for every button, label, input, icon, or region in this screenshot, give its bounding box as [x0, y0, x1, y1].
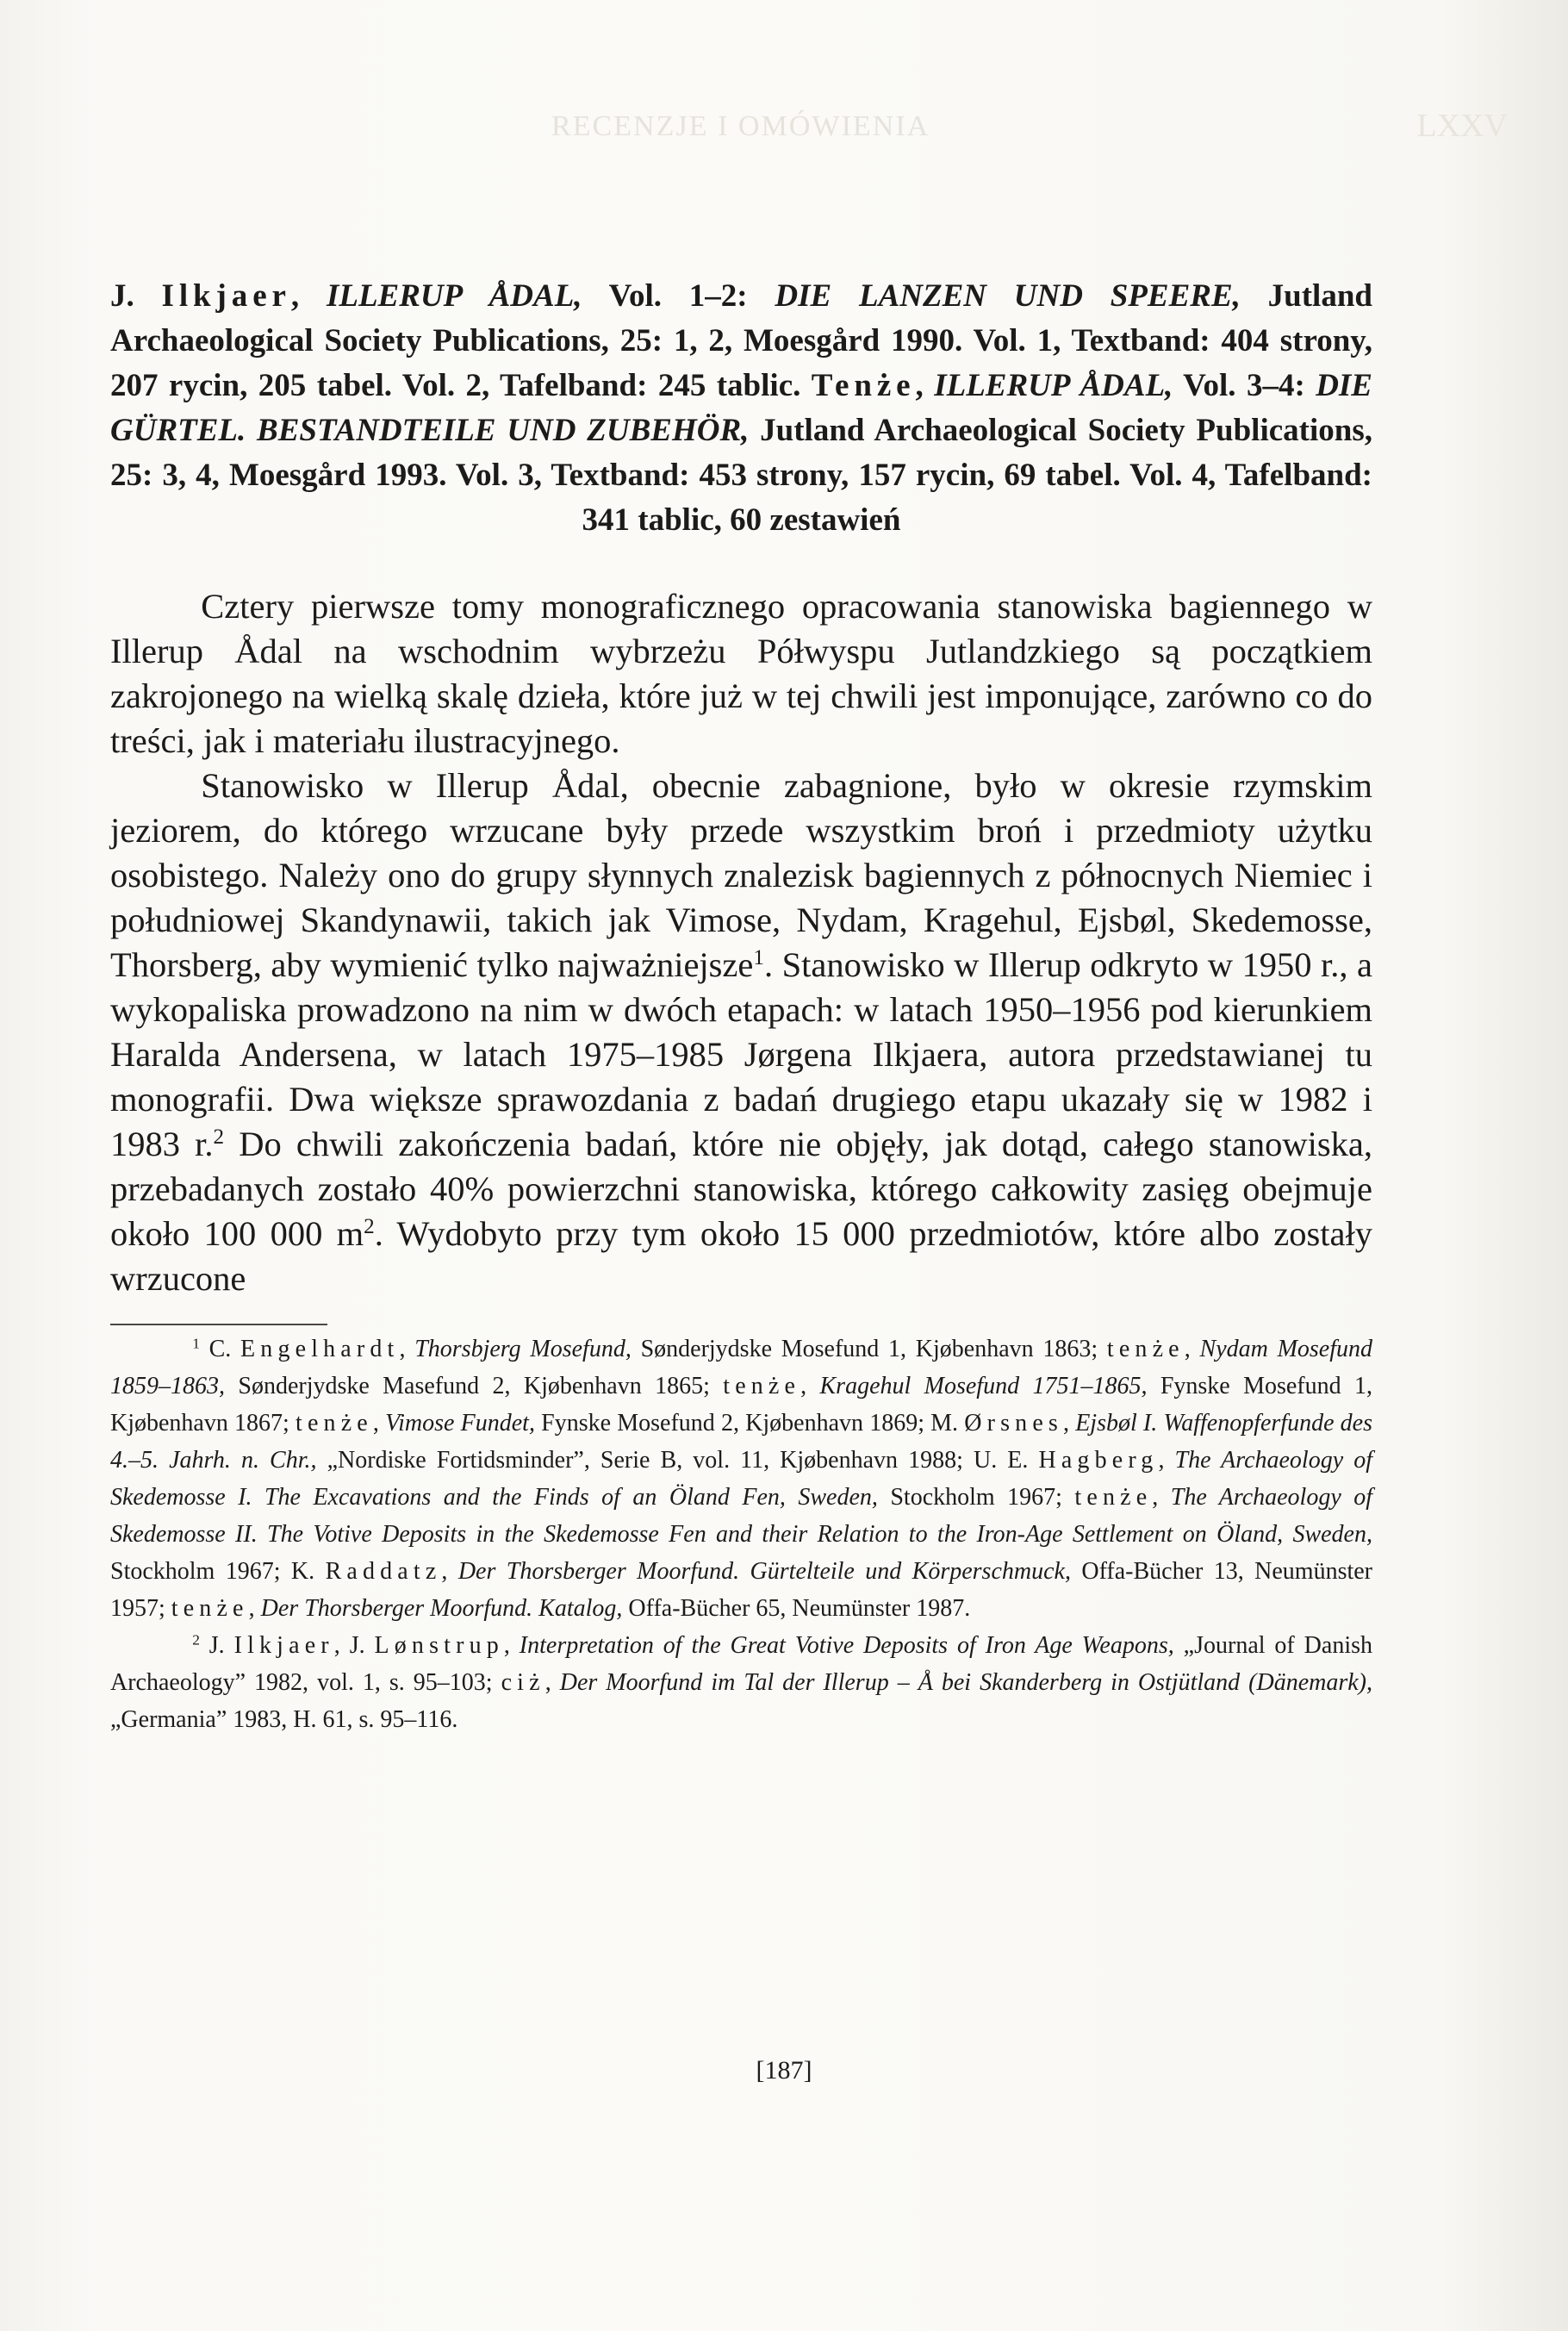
footnote-1: $^1$ C. Engelhardt, Thorsbjerg Mosefund, Sønderjydske Mosefund 1, Kjøbenhavn 1863; tenże, Nydam Mosefund 1859–1863, Sønderjydske Masefund 2, Kjøbenhavn 1865; tenże, Kragehul Mosefund 1751–1865, Fynske Mosefund 1, Kjøbenhavn 1867; tenże, Vimose Fundet, Fynske Mosefund 2, Kjøbenhavn 1869; M. Ørsnes, Ejsbøl I. Waffenopferfunde des 4.–5. Jahrh. n. Chr., „Nordiske Fortidsminder”, Serie B, vol. 11, Kjøbenhavn 1988; U. E. Hagberg, The Archaeology of Skedemosse I. The Excavations and the Finds of an Öland Fen, Sweden, Stockholm 1967; tenże, The Archaeology of Skedemosse II. The Votive Deposits in the Skedemosse Fen and their Relation to the Iron-Age Settlement on Öland, Sweden, Stockholm 1967; K. Raddatz, Der Thorsberger Moorfund. Gürtelteile und Körperschmuck, Offa-Bücher 13, Neumünster 1957; tenże, Der Thorsberger Moorfund. Katalog, Offa-Bücher 65, Neumünster 1987.	[110, 1335, 1373, 1622]
footnote-2: $^2$ J. Ilkjaer, J. Lønstrup, Interpretation of the Great Votive Deposits of Iron Age Weapons, „Journal of Danish Archaeology” 1982, vol. 1, s. 95–103; ciż, Der Moorfund im Tal der Illerup – Å bei Skanderberg in Ostjütland (Dänemark), „Germania” 1983, H. 61, s. 95–116.	[110, 1631, 1373, 1733]
paragraph-1: Cztery pierwsze tomy monograficznego opracowania stanowiska bagiennego w Illerup Ådal na wschodnim wybrzeżu Półwyspu Jutlandzkiego są początkiem zakrojonego na wielką skalę dzieła, które już w tej chwili jest imponujące, zarówno co do treści, jak i materiału ilustracyjnego.	[110, 587, 1372, 760]
author-name: Ilkjaer	[161, 278, 291, 314]
superscript-2: 2	[364, 1215, 375, 1239]
book-title-1: ILLERUP ÅDAL,	[326, 278, 582, 314]
paragraph-2: Stanowisko w Illerup Ådal, obecnie zabagnione, było w okresie rzymskim jeziorem, do którego wrzucane były przede wszystkim broń i przedmioty użytku osobistego. Należy ono do grupy słynnych znalezisk bagiennych z północnych Niemiec i południowej Skandynawii, takich jak Vimose, Nydam, Kragehul, Ejsbøl, Skedemosse, Thorsberg, aby wymienić tylko najważniejsze$^1$. Stanowisko w Illerup odkryto w 1950 r., a wykopaliska prowadzono na nim w dwóch etapach: w latach 1950–1956 pod kierunkiem Haralda Andersena, w latach 1975–1985 Jørgena Ilkjaera, autora przedstawianej tu monografii. Dwa większe sprawozdania z badań drugiego etapu ukazały się w 1982 i 1983 r.$^2$ Do chwili zakończenia badań, które nie objęły, jak dotąd, całego stanowiska, przebadanych zostało 40% powierzchni stanowiska, którego całkowity zasięg obejmuje około 100 000 $m^2$. Wydobyto przy tym około 15 000 przedmiotów, które albo zostały wrzucone	[110, 766, 1372, 1298]
page-number: [187]	[756, 2056, 812, 2085]
spacer	[110, 543, 1372, 584]
book-subtitle-2: DIE GÜRTEL. BESTANDTEILE UND ZUBEHÖR,	[110, 368, 1372, 448]
book-subtitle-1: DIE LANZEN UND SPEERE,	[775, 278, 1241, 314]
bleed-through-page-number: LXXV	[1416, 108, 1508, 144]
review-heading: J. Ilkjaer, ILLERUP ÅDAL, Vol. 1–2: DIE LANZEN UND SPEERE, Jutland Archaeological Society Publications, 25: 1, 2, Moesgård 1990. Vol. 1, Textband: 404 strony, 207 rycin, 205 tabel. Vol. 2, Tafelband: 245 tablic. Tenże, ILLERUP ÅDAL, Vol. 3–4: DIE GÜRTEL. BESTANDTEILE UND ZUBEHÖR, Jutland Archaeological Society Publications, 25: 3, 4, Moesgård 1993. Vol. 3, Textband: 453 strony, 157 rycin, 69 tabel. Vol. 4, Tafelband: 341 tablic, 60 zestawień	[110, 278, 1372, 538]
footnotes	[110, 1331, 1372, 1738]
tenze-label: Tenże	[811, 368, 916, 403]
bleed-through-running-head: RECENZJE I OMÓWIENIA	[551, 110, 930, 142]
book-title-2: ILLERUP ÅDAL,	[934, 368, 1173, 403]
main-content	[110, 274, 1372, 1738]
footnote-ref-2: 2	[213, 1125, 225, 1150]
footnote-ref-1: 1	[753, 946, 764, 970]
footnote-divider	[110, 1324, 327, 1325]
body-text	[110, 584, 1372, 1301]
